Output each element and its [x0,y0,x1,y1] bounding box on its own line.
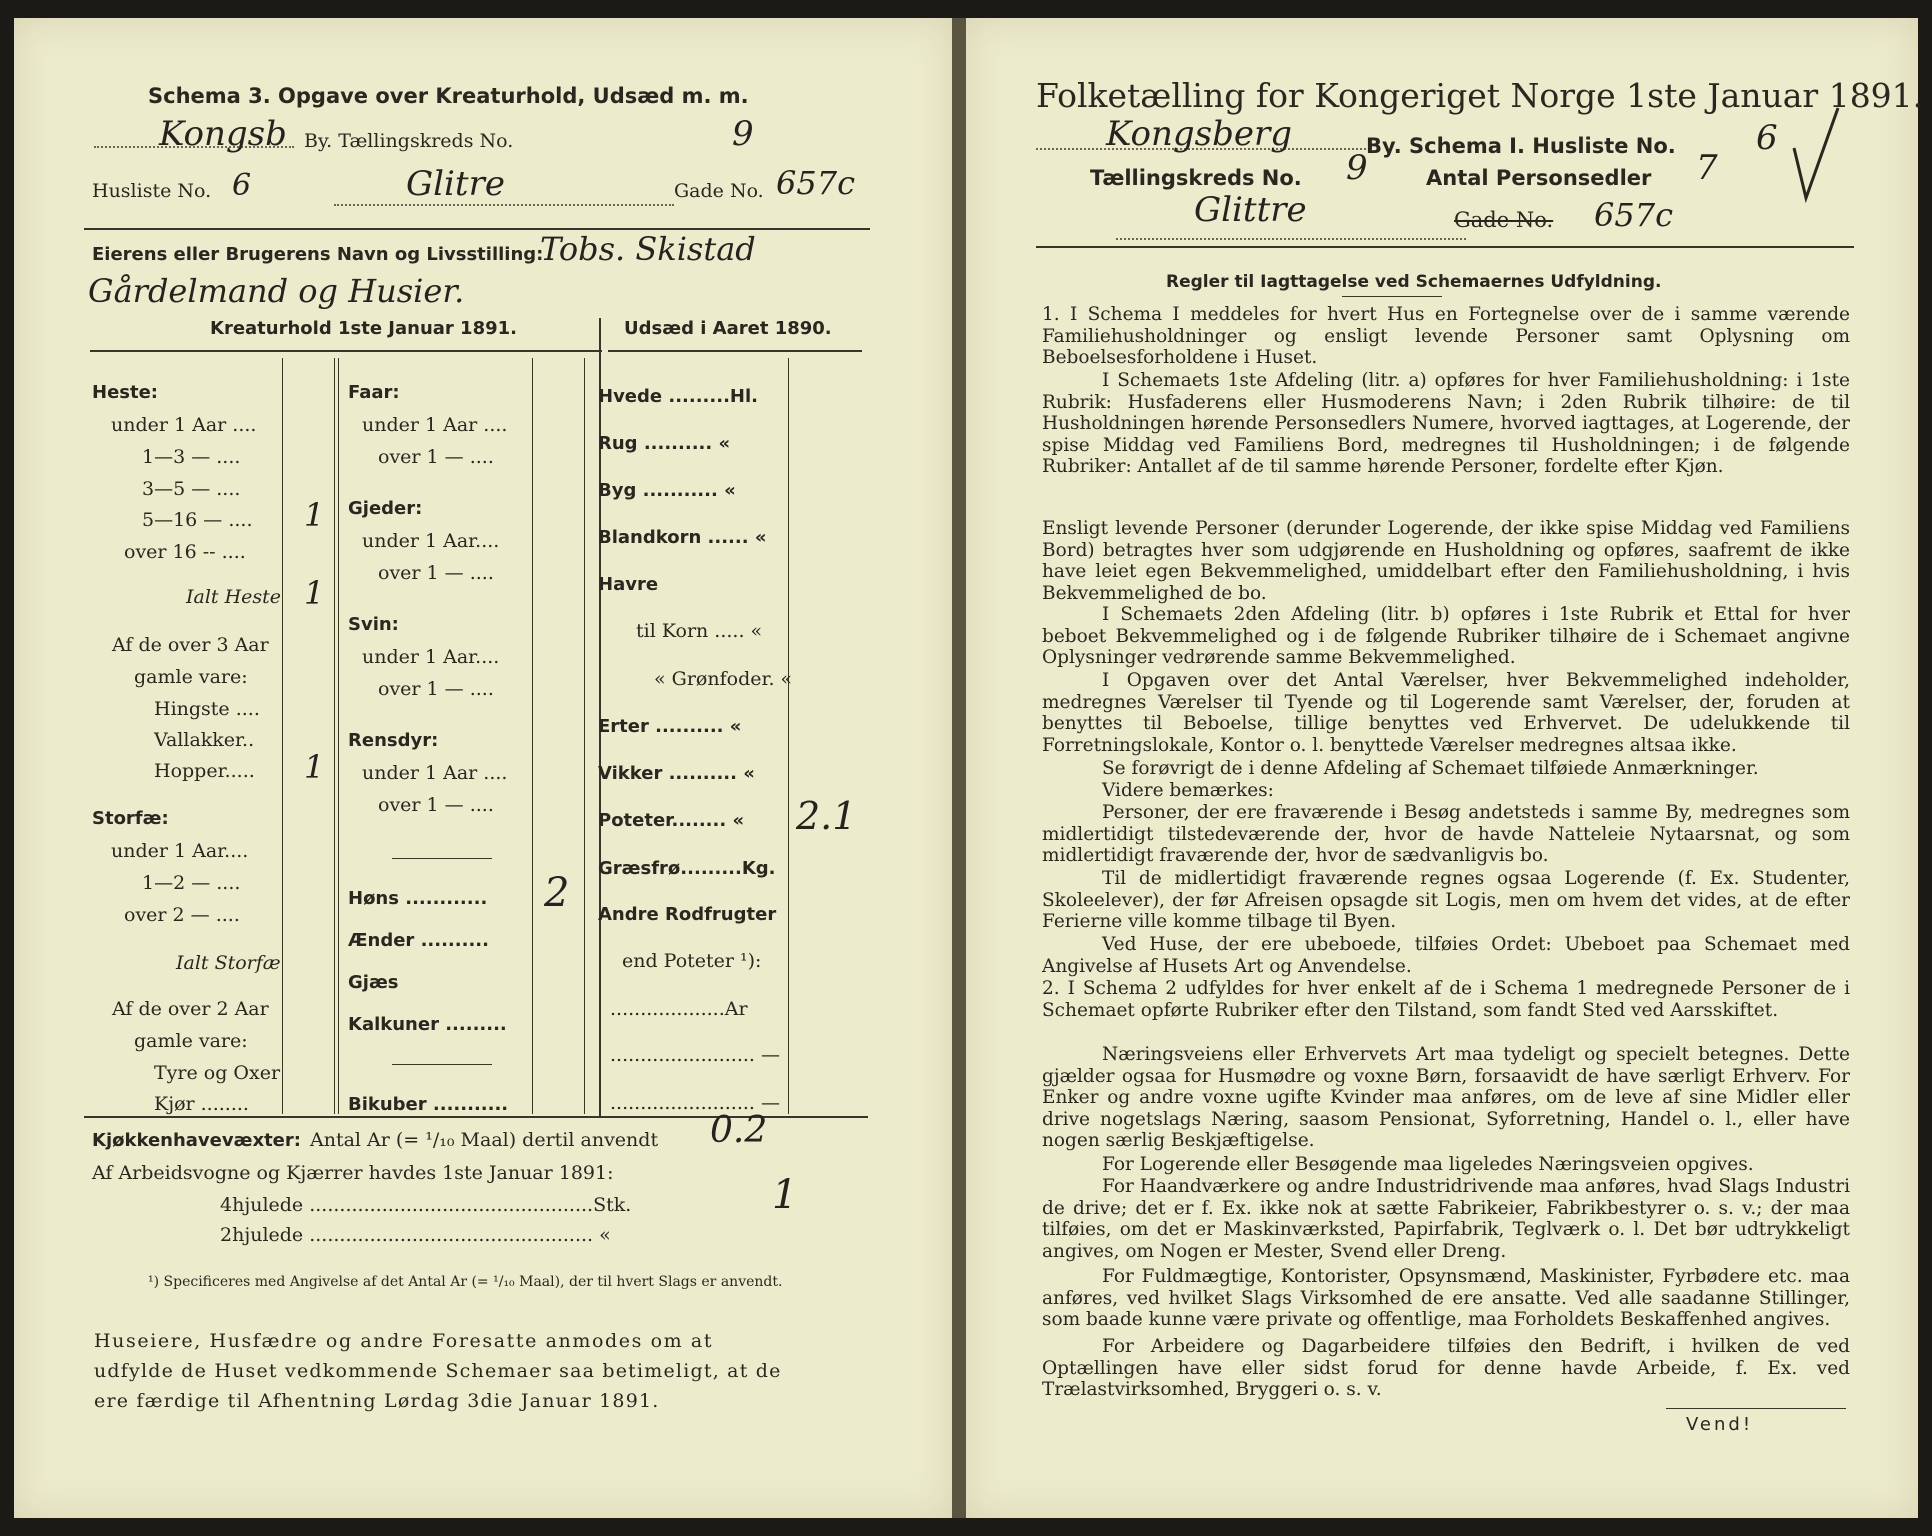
gamle-vare-2-label: gamle vare: [134,1030,248,1052]
hopper-label: Hopper..... [154,760,255,782]
storfae-1-2-label: 1—2 — .... [142,872,241,894]
rule-paragraph-2: I Schemaets 1ste Afdeling (litr. a) opføres for hver Familiehusholdning: i 1ste Rubrik: Husfaderens eller Husmoderens Navn; i 2den Rubrik tilhøire: de til Husholdningen hørende Personsedlers Numere, hvorved iagttages, at Logerende, der spise Middag ved Familiens Bord, medregnes til Husholdningen; i de følgende Rubriker: Antallet af de til samme hørende Personer, fordelte efter Kjøn. [1042,370,1850,477]
svin-under-1-label: under 1 Aar.... [362,646,500,668]
rodfrugt-line-1: ...................Ar [610,998,748,1020]
rule-paragraph-7: Videre bemærkes: [1102,780,1274,801]
storfae-under-1-label: under 1 Aar.... [111,840,249,862]
byg-label: Byg ........... « [598,480,736,501]
rule-paragraph-15: For Fuldmægtige, Kontorister, Opsynsmænd, Maskinister, Fyrbødere etc. maa anføres, ved hvilket Slags Virksomhed de ere ansatte. Ved alle saadanne Stillinger, som baade kunne være private og offentlige, maa Forholdets Beskaffenhed angives. [1042,1266,1850,1330]
rule-paragraph-1: 1. I Schema I meddeles for hvert Hus en Fortegnelse over de i samme værende Familiehusholdninger og ensligt levende Personer samt Oplysning om Beboelsesforholdene i Huset. [1042,304,1850,368]
blandkorn-label: Blandkorn ...... « [598,527,767,548]
aender-label: Ænder .......... [348,930,489,951]
kalkuner-label: Kalkuner ......... [348,1014,507,1035]
rule-paragraph-9: Til de midlertidigt fraværende regnes ogsaa Logerende (f. Ex. Studenter, Skoleelever), der før Afreisen opsagde sit Logis, men om hvem det vides, at de efter Ferierne ville komme tilbage til Byen. [1042,868,1850,932]
til-korn-label: til Korn ..... « [636,620,763,642]
vikker-label: Vikker .......... « [598,763,755,784]
closing-line-3: ere færdige til Afhentning Lørdag 3die Januar 1891. [94,1390,660,1412]
rule-paragraph-11: 2. I Schema 2 udfyldes for hver enkelt af de i Schema 1 medregnede Personer de i Schemaet opførte Rubriker efter den Tilstand, som fandt Sted ved Aarsskiftet. [1042,978,1850,1021]
right-street-handwritten: Glittre [1194,190,1307,230]
vend-text: Vend! [1686,1414,1754,1435]
rule-paragraph-5: I Opgaven over det Antal Værelser, hver Bekvemmelighed indeholder, medregnes Værelser til Tyende og til Logerende samt Værelser, der, foruden at benyttes til Beboelse, tillige benyttes ved Erhvervet. De udelukkende til Forretningslokale, Kontor o. l. benyttede Værelser medregnes altsaa ikke. [1042,670,1850,756]
heste-over-16-label: over 16 -- .... [124,541,246,563]
andre-rodfrugter-label: Andre Rodfrugter [598,904,777,925]
left-page-schema-3 [14,18,952,1518]
bikuber-label: Bikuber ........... [348,1094,509,1115]
rules-heading: Regler til Iagttagelse ved Schemaernes Udfyldning. [1166,272,1662,292]
erter-label: Erter .......... « [598,716,742,737]
rodfrugt-line-3: ........................ — [610,1092,780,1114]
kreaturhold-header: Kreaturhold 1ste Januar 1891. [210,318,517,339]
hvede-label: Hvede .........Hl. [598,386,758,407]
book-spine [952,18,966,1518]
end-poteter-label: end Poteter ¹): [622,950,762,972]
heste-heading: Heste: [92,382,158,403]
ialt-heste-label: Ialt Heste [186,586,282,608]
gjeder-heading: Gjeder: [348,498,423,519]
svin-heading: Svin: [348,614,399,635]
schema-3-title: Schema 3. Opgave over Kreaturhold, Udsæd m. m. [148,84,749,108]
husliste-label: Husliste No. [92,180,212,202]
rug-label: Rug .......... « [598,433,731,454]
rule-paragraph-3: Ensligt levende Personer (derunder Logerende, der ikke spise Middag ved Familiens Bord) betragtes hver som udgjørende en Husholdning og opføres, saafremt de ikke have leiet egen Bekvemmelighed, umiddelbart efter den Familiehusholdning, i hvis Bekvemmelighed de bo. [1042,518,1850,604]
ialt-storfae-label: Ialt Storfæ [176,952,281,974]
right-kreds-handwritten: 9 [1346,148,1368,188]
kjor-label: Kjør ........ [154,1093,249,1115]
rule-paragraph-10: Ved Huse, der ere ubeboede, tilføies Ordet: Ubeboet paa Schemaet med Angivelse af Husets Art og Anvendelse. [1042,934,1850,977]
heste-5-16-label: 5—16 — .... [142,509,253,531]
kjokkenhave-text: Antal Ar (= ¹/₁₀ Maal) dertil anvendt [310,1129,659,1151]
faar-under-1-label: under 1 Aar .... [362,414,508,436]
havre-label: Havre [598,574,659,595]
storfae-heading: Storfæ: [92,808,169,829]
ialt-heste-value: 1 [304,574,325,612]
street-handwritten: Glitre [406,164,505,204]
to-hjulede-label: 2hjulede ............................................... « [220,1224,611,1246]
census-title: Folketælling for Kongeriget Norge 1ste Januar 1891. [1036,76,1924,115]
gade-label: Gade No. [674,180,764,202]
by-schema-label: By. Schema I. Husliste No. [1366,134,1676,158]
graesfro-label: Græsfrø.........Kg. [598,858,776,879]
right-page-schema-1 [966,18,1924,1518]
faar-over-1-label: over 1 — .... [378,446,494,468]
city-handwritten: Kongsberg [1106,114,1292,154]
owner-handwritten-1: Tobs. Skistad [540,230,756,268]
fire-hjulede-value: 1 [772,1172,798,1218]
antal-personsedler-handwritten: 7 [1696,148,1718,188]
tyre-oxer-label: Tyre og Oxer [154,1062,281,1084]
rule-paragraph-14: For Haandværkere og andre Industridrivende maa anføres, hvad Slags Industri de drive; det er f. Ex. ikke nok at sætte Fabrikeier, Fabrikbestyrer o. s. v.; der maa tilføies, om det er Maskinværksted, Papirfabrik, Teglværk o. l. Det bør udtrykkeligt angives, om Nogen er Mester, Svend eller Dreng. [1042,1176,1850,1262]
heste-5-16-value: 1 [304,496,325,534]
rule-paragraph-4: I Schemaets 2den Afdeling (litr. b) opføres i 1ste Rubrik et Ettal for hver beboet Bekvemmelighed og i de følgende Rubriker tilhøire de i Schemaet angivne Oplysninger vedrørende samme Bekvemmelighed. [1042,604,1850,668]
husliste-handwritten: 6 [232,168,252,203]
gronfoder-label: « Grønfoder. « [654,668,793,690]
gjeder-under-1-label: under 1 Aar.... [362,530,500,552]
right-gade-handwritten: 657c [1594,196,1673,234]
kjokkenhave-label: Kjøkkenhavevæxter: [92,1130,301,1151]
over-2-aar-label: Af de over 2 Aar [112,998,269,1020]
rule-paragraph-13: For Logerende eller Besøgende maa ligeledes Næringsveien opgives. [1102,1154,1754,1175]
kreds-no-handwritten: 9 [732,114,754,154]
faar-heading: Faar: [348,382,400,403]
udsaed-header: Udsæd i Aaret 1890. [624,318,832,339]
gade-no-label: Gade No. [1454,208,1554,232]
footnote: ¹) Specificeres med Angivelse af det Antal Ar (= ¹/₁₀ Maal), der til hvert Slags er anvendt. [148,1274,783,1290]
heste-1-3-label: 1—3 — .... [142,446,241,468]
check-mark-icon [1786,98,1846,218]
gjaes-label: Gjæs [348,972,399,993]
hons-label: Høns ............ [348,888,488,909]
fire-hjulede-label: 4hjulede ...............................................Stk. [220,1194,632,1216]
owner-handwritten-2: Gårdelmand og Husier. [88,272,465,310]
storfae-over-2-label: over 2 — .... [124,904,240,926]
antal-personsedler-label: Antal Personsedler [1426,166,1652,190]
by-kreds-label: By. Tællingskreds No. [304,130,514,152]
closing-line-2: udfylde de Huset vedkommende Schemaer saa betimeligt, at de [94,1360,782,1382]
arbeidsvogne-text: Af Arbeidsvogne og Kjærrer havdes 1ste Januar 1891: [92,1162,614,1184]
rodfrugt-line-2: ........................ — [610,1044,780,1066]
heste-3-5-label: 3—5 — .... [142,478,241,500]
owner-label: Eierens eller Brugerens Navn og Livsstilling: [92,244,544,265]
hopper-value: 1 [304,748,325,786]
by-handwritten: Kongsb [159,114,287,154]
poteter-value: 2.1 [796,794,857,838]
rensdyr-heading: Rensdyr: [348,730,439,751]
kjokkenhave-value: 0.2 [710,1110,768,1151]
rule-paragraph-16: For Arbeidere og Dagarbeidere tilføies den Bedrift, i hvilken de ved Optællingen have eller sidst forud for denne havde Arbeide, f. Ex. ved Trælastvirksomhed, Bryggeri o. s. v. [1042,1336,1850,1400]
hons-value: 2 [544,870,570,916]
rensdyr-over-1-label: over 1 — .... [378,794,494,816]
vallakker-label: Vallakker.. [154,729,255,751]
rule-paragraph-12: Næringsveiens eller Erhvervets Art maa tydeligt og specielt betegnes. Dette gjælder ogsaa for Husmødre og voxne Børn, forsaavidt de have særligt Erhverv. For Enker og andre voxne ugifte Kvinder maa anføres, om de leve af sine Midler eller drive nogetslags Næring, saasom Pensionat, Syforretning, Handel o. l., eller have nogen særlig Beskjæftigelse. [1042,1044,1850,1151]
over-3-aar-label: Af de over 3 Aar [112,634,269,656]
rensdyr-under-1-label: under 1 Aar .... [362,762,508,784]
gjeder-over-1-label: over 1 — .... [378,562,494,584]
gamle-vare-label: gamle vare: [134,666,248,688]
right-kreds-label: Tællingskreds No. [1090,166,1302,190]
poteter-label: Poteter........ « [598,810,745,831]
right-husliste-handwritten: 6 [1756,118,1778,158]
hingste-label: Hingste .... [154,698,260,720]
svin-over-1-label: over 1 — .... [378,678,494,700]
closing-line-1: Huseiere, Husfædre og andre Foresatte anmodes om at [94,1330,714,1352]
rule-paragraph-6: Se forøvrigt de i denne Afdeling af Schemaet tilføiede Anmærkninger. [1102,758,1759,779]
heste-under-1-label: under 1 Aar .... [111,414,257,436]
gade-handwritten: 657c [776,164,855,202]
rule-paragraph-8: Personer, der ere fraværende i Besøg andetsteds i samme By, medregnes som midlertidigt tilstedeværende der, hvor de havde Natteleie Nytaarsnat, og som midlertidigt fraværende der, hvor de sædvanligvis bo. [1042,802,1850,866]
